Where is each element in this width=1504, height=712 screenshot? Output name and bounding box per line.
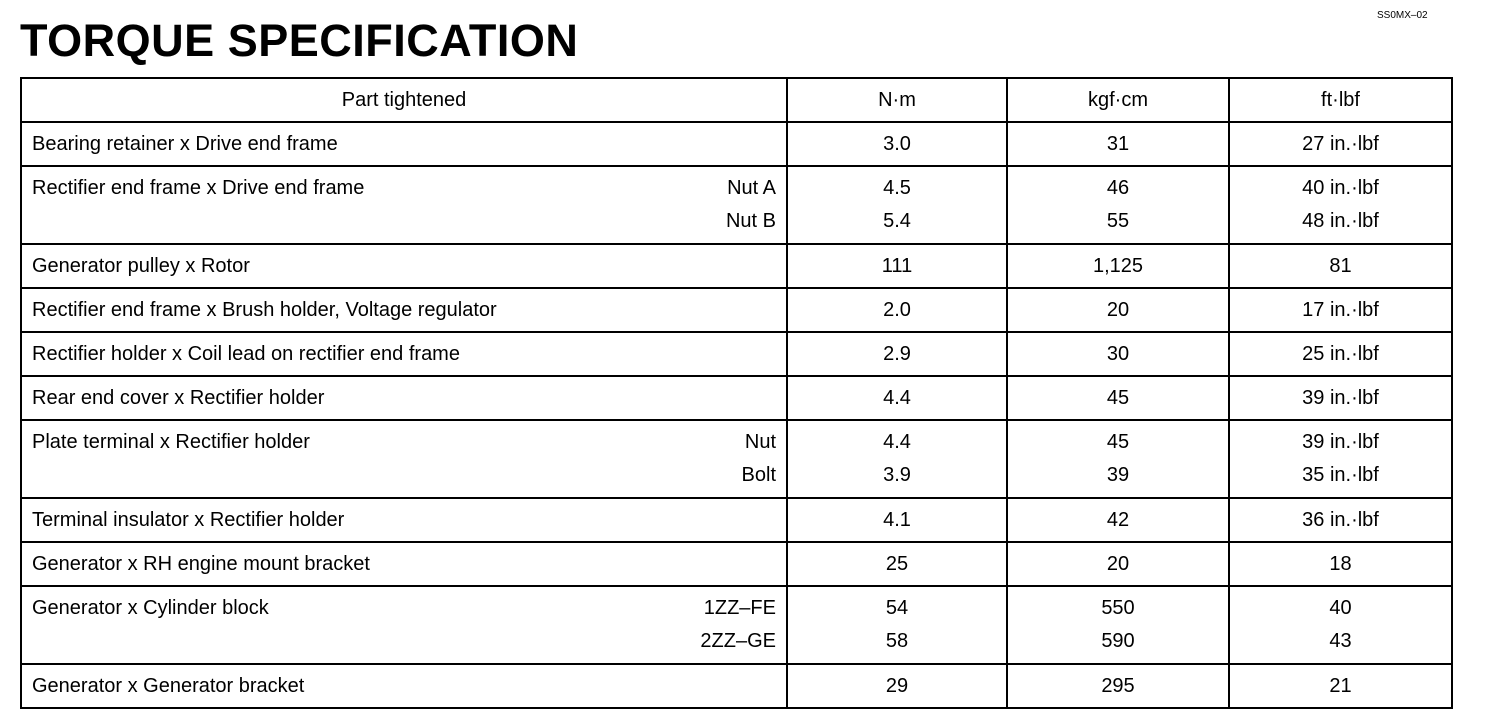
- kgfcm-value: 46: [1106, 177, 1130, 199]
- kgfcm-cell: [1007, 166, 1229, 244]
- part-name: Generator pulley x Rotor: [32, 254, 250, 277]
- table-row: [21, 332, 1452, 376]
- kgfcm-value: 590: [1101, 630, 1135, 652]
- page-title: TORQUE SPECIFICATION: [20, 15, 579, 66]
- part-name: Plate terminal x Rectifier holder: [32, 431, 310, 453]
- nm-cell: 25: [787, 542, 1007, 586]
- nm-value: 58: [885, 630, 909, 652]
- ftlbf-cell: [1229, 586, 1452, 664]
- ftlbf-cell: [1229, 420, 1452, 498]
- header-ftlbf: ft·lbf: [1229, 78, 1452, 122]
- part-name: Rear end cover x Rectifier holder: [32, 386, 325, 409]
- ftlbf-cell: 36 in.·lbf: [1229, 498, 1452, 542]
- part-cell: [21, 244, 787, 288]
- nm-cell: [787, 420, 1007, 498]
- ftlbf-value: 39 in.·lbf: [1302, 431, 1379, 453]
- part-name: Rectifier end frame x Brush holder, Voltage regulator: [32, 298, 497, 321]
- part-variant: 1ZZ–FE: [703, 597, 776, 619]
- nm-value: 4.5: [883, 177, 911, 199]
- ftlbf-cell: 39 in.·lbf: [1229, 376, 1452, 420]
- table-row: [21, 244, 1452, 288]
- kgfcm-cell: 20: [1007, 288, 1229, 332]
- part-name: Generator x RH engine mount bracket: [32, 552, 370, 575]
- ftlbf-cell: 17 in.·lbf: [1229, 288, 1452, 332]
- part-name: Generator x Generator bracket: [32, 674, 305, 697]
- kgfcm-cell: 30: [1007, 332, 1229, 376]
- kgfcm-cell: 295: [1007, 664, 1229, 708]
- kgfcm-value: 55: [1106, 210, 1130, 232]
- part-cell: [21, 122, 787, 166]
- ftlbf-value: 40 in.·lbf: [1302, 177, 1379, 199]
- ftlbf-cell: 21: [1229, 664, 1452, 708]
- ftlbf-cell: 18: [1229, 542, 1452, 586]
- header-part: Part tightened: [21, 78, 787, 122]
- nm-cell: [787, 166, 1007, 244]
- header-kgfcm: kgf·cm: [1007, 78, 1229, 122]
- ftlbf-cell: [1229, 166, 1452, 244]
- nm-cell: 4.4: [787, 376, 1007, 420]
- kgfcm-value: 45: [1106, 431, 1130, 453]
- ftlbf-value: 43: [1329, 630, 1352, 652]
- part-cell: [21, 586, 787, 664]
- part-name: Generator x Cylinder block: [32, 597, 269, 619]
- nm-cell: [787, 586, 1007, 664]
- part-cell: [21, 288, 787, 332]
- table-row: [21, 122, 1452, 166]
- part-cell: [21, 332, 787, 376]
- kgfcm-value: 39: [1106, 464, 1130, 486]
- part-cell: [21, 166, 787, 244]
- kgfcm-cell: 31: [1007, 122, 1229, 166]
- table-row: [21, 376, 1452, 420]
- nm-value: 4.4: [883, 431, 911, 453]
- kgfcm-cell: [1007, 586, 1229, 664]
- table-row: [21, 420, 1452, 498]
- part-cell: [21, 420, 787, 498]
- part-name: Rectifier end frame x Drive end frame: [32, 177, 365, 199]
- nm-value: 5.4: [883, 210, 911, 232]
- part-variant: Nut A: [727, 177, 776, 199]
- kgfcm-cell: [1007, 420, 1229, 498]
- nm-value: 54: [885, 597, 909, 619]
- nm-cell: 4.1: [787, 498, 1007, 542]
- torque-table: [20, 77, 1453, 709]
- ftlbf-cell: 27 in.·lbf: [1229, 122, 1452, 166]
- ftlbf-cell: 81: [1229, 244, 1452, 288]
- table-row: [21, 542, 1452, 586]
- part-variant: Nut: [744, 431, 776, 453]
- part-name: Terminal insulator x Rectifier holder: [32, 508, 345, 531]
- table-row: [21, 586, 1452, 664]
- table-row: [21, 498, 1452, 542]
- kgfcm-cell: 42: [1007, 498, 1229, 542]
- table-row: [21, 166, 1452, 244]
- ftlbf-value: 35 in.·lbf: [1302, 464, 1379, 486]
- nm-cell: 3.0: [787, 122, 1007, 166]
- kgfcm-value: 550: [1101, 597, 1135, 619]
- ftlbf-value: 48 in.·lbf: [1302, 210, 1379, 232]
- kgfcm-cell: 45: [1007, 376, 1229, 420]
- document-code: SS0MX–02: [1377, 10, 1428, 21]
- ftlbf-value: 40: [1329, 597, 1352, 619]
- kgfcm-cell: 20: [1007, 542, 1229, 586]
- part-cell: [21, 376, 787, 420]
- part-cell: [21, 542, 787, 586]
- nm-cell: 2.9: [787, 332, 1007, 376]
- part-variant: 2ZZ–GE: [700, 630, 776, 652]
- table-row: [21, 288, 1452, 332]
- table-row: [21, 664, 1452, 708]
- nm-cell: 111: [787, 244, 1007, 288]
- part-name: Rectifier holder x Coil lead on rectifier end frame: [32, 342, 460, 365]
- part-cell: [21, 664, 787, 708]
- part-name: Bearing retainer x Drive end frame: [32, 132, 338, 155]
- kgfcm-cell: 1,125: [1007, 244, 1229, 288]
- nm-value: 3.9: [883, 464, 911, 486]
- part-variant: Bolt: [741, 464, 776, 486]
- ftlbf-cell: 25 in.·lbf: [1229, 332, 1452, 376]
- header-nm: N·m: [787, 78, 1007, 122]
- nm-cell: 2.0: [787, 288, 1007, 332]
- part-variant: Nut B: [725, 210, 776, 232]
- header-row: [21, 78, 1452, 122]
- nm-cell: 29: [787, 664, 1007, 708]
- part-cell: [21, 498, 787, 542]
